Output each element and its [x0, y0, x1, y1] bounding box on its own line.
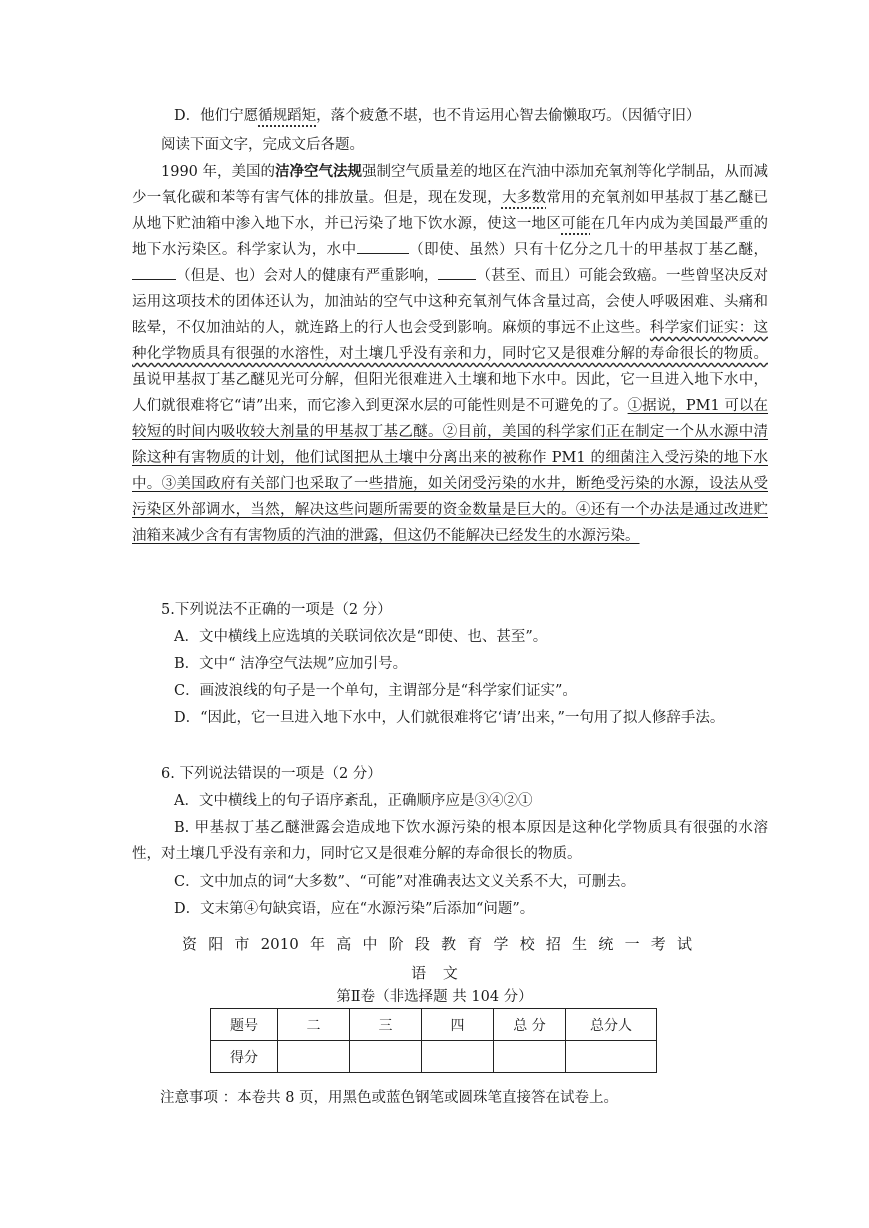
header-cell-4: 四 — [422, 1009, 494, 1041]
score-cell[interactable] — [566, 1041, 657, 1073]
header-cell-2: 二 — [278, 1009, 350, 1041]
score-table-header-row — [211, 1009, 657, 1041]
q6-option-b: B. 甲基叔丁基乙醚泄露会造成地下饮水源污染的根本原因是这种化学物质具有很强的水溶性，对土壤几乎没有亲和力，同时它又是很难分解的寿命很长的物质。 — [132, 820, 768, 862]
dotted-word-2: 可能 — [561, 216, 591, 232]
score-cell[interactable] — [350, 1041, 422, 1073]
reading-passage: 1990 年，美国的洁净空气法规强制空气质量差的地区在汽油中添加充氧剂等化学制品，从而减少一氧化碳和苯等有害气体的排放量。但是，现在发现，大多数常用的充氧剂如甲基叔丁基乙醚已从地下贮油箱中渗入地下水，并已污染了地下饮水源，使这一地区可能在几年内成为美国最严重的地下水污染区。科学家认为，水中 （即使、虽然）只有十亿分之几十的甲基叔丁基乙醚，（但是、也）会对人的健康有严重影响， （甚至、而且）可能会致癌。一些曾坚决反对运用这项技术的团体还认为，加油站的空气中这种充氧剂气体含量过高，会使人呼吸困难、头痛和眩晕，不仅加油站的人，就连路上的行人也会受到影响。麻烦的事远不止这些。科学家们证实：这种化学物质具有很强的水溶性，对土壤几乎没有亲和力，同时它又是很难分解的寿命很长的物质。虽说甲基叔丁基乙醚见光可分解，但阳光很难进入土壤和地下水中。因此，它一旦进入地下水中，人们就很难将它“请”出来，而它渗入到更深水层的可能性则是不可避免的了。①据说，PM1 可以在较短的时间内吸收较大剂量的甲基叔丁基乙醚。②目前，美国的科学家们正在制定一个从水源中清除这种有害物质的计划，他们试图把从土壤中分离出来的被称作 PM1 的细菌注入受污染的地下水中。③美国政府有关部门也采取了一些措施，如关闭受污染的水井，断绝受污染的水源，设法从受污染区外部调水，当然，解决这些问题所需要的资金数量是巨大的。④还有一个办法是通过改进贮油箱来减少含有有害物质的汽油的泄露，但这仍不能解决已经发生的水源污染。 — [132, 163, 769, 544]
q5-option-b: B．文中“ 洁净空气法规”应加引号。 — [174, 656, 408, 672]
header-cell-total: 总 分 — [494, 1009, 566, 1041]
bold-term: 洁净空气法规 — [275, 163, 363, 180]
option-d-previous: D．他们宁愿循规蹈矩，落个疲惫不堪，也不肯运用心智去偷懒取巧。（因循守旧） — [174, 108, 701, 124]
blank-3 — [438, 263, 476, 280]
header-cell-question: 题号 — [211, 1009, 278, 1041]
header-cell-grader: 总分人 — [566, 1009, 657, 1041]
exam-title: 资阳市2010年高中阶段教育学校招生统一考试 — [182, 935, 692, 953]
wavy-sentence: 科学家们证实：这种化学物质具有很强的水溶性，对土壤几乎没有亲和力，同时它又是很难分解的寿命很长的物质。 — [132, 320, 769, 362]
q5-option-d: D．“因此，它一旦进入地下水中，人们就很难将它‘请’出来，”一句用了拟人修辞手法。 — [174, 710, 725, 726]
blank-2 — [132, 263, 176, 280]
underlined-sentences: ①据说，PM1 可以在较短的时间内吸收较大剂量的甲基叔丁基乙醚。②目前，美国的科学家们正在制定一个从水源中清除这种有害物质的计划，他们试图把从土壤中分离出来的被称作 PM1 的细菌注入受污染的地下水中。③美国政府有关部门也采取了一些措施，如关闭受污染的水井，断绝受污染的水源，设法从受污染区外部调水，当然，解决这些问题所需要的资金数量是巨大的。④还有一个办法是通过改进贮油箱来减少含有有害物质的汽油的泄露，但这仍不能解决已经发生的水源污染。 — [132, 398, 769, 544]
row-label-score: 得分 — [211, 1041, 278, 1073]
dotted-word-1: 大多数 — [501, 190, 547, 206]
header-cell-3: 三 — [350, 1009, 422, 1041]
score-table — [210, 1008, 657, 1073]
score-cell[interactable] — [494, 1041, 566, 1073]
q6-option-d: D．文末第④句缺宾语，应在“水源污染”后添加“问题”。 — [174, 901, 535, 917]
q6-option-c: C．文中加点的词“大多数”、“可能”对准确表达文义关系不大，可删去。 — [174, 874, 636, 890]
exam-volume: 第Ⅱ卷（非选择题 共 104 分） — [336, 989, 533, 1005]
q6-stem: 6. 下列说法错误的一项是（2 分） — [161, 766, 382, 782]
dotted-word: 循规蹈矩 — [258, 108, 317, 124]
q5-option-a: A．文中横线上应选填的关联词依次是“即使、也、甚至”。 — [174, 629, 548, 645]
score-cell[interactable] — [278, 1041, 350, 1073]
q6-option-a: A．文中横线上的句子语序紊乱，正确顺序应是③④②① — [174, 793, 533, 809]
q5-option-c: C．画波浪线的句子是一个单句，主谓部分是“科学家们证实”。 — [174, 683, 577, 699]
q5-stem: 5.下列说法不正确的一项是（2 分） — [161, 602, 392, 618]
blank-1 — [357, 237, 409, 254]
reading-instruction: 阅读下面文字，完成文后各题。 — [161, 137, 364, 153]
score-cell[interactable] — [422, 1041, 494, 1073]
notice: 注意事项 ：本卷共 8 页，用黑色或蓝色钢笔或圆珠笔直接答在试卷上。 — [160, 1090, 619, 1106]
exam-subject: 语 文 — [411, 964, 458, 982]
score-table-score-row — [211, 1041, 657, 1073]
